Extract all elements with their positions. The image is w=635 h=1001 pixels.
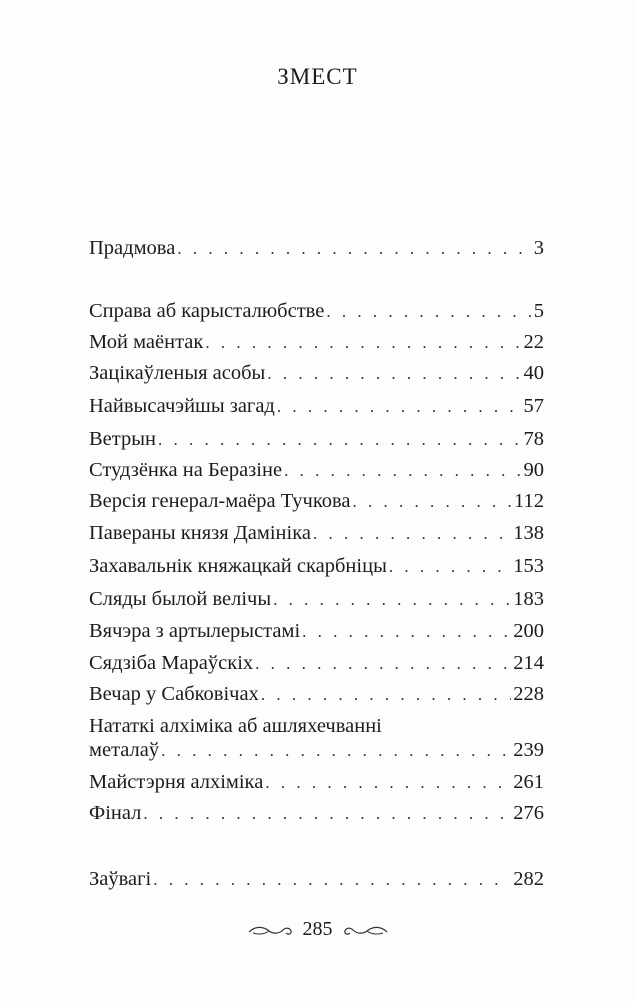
toc-entry-title: Сляды былой велічы: [89, 588, 272, 610]
toc-entry[interactable]: [89, 616, 544, 647]
dot-leader: [177, 234, 531, 264]
toc-entry-title: Заўвагі: [89, 868, 152, 890]
toc-entry[interactable]: [89, 551, 544, 582]
toc-entry-page: 239: [513, 739, 544, 761]
toc-entry[interactable]: [89, 233, 544, 264]
dot-leader: [389, 552, 511, 582]
toc-entry[interactable]: [89, 424, 544, 455]
toc-entry-title: Сядзіба Мараўскіх: [89, 652, 254, 674]
toc-entry-title-line1[interactable]: Нататкі алхіміка аб ашляхечванні: [89, 715, 382, 737]
dot-leader: [143, 799, 511, 829]
toc-entry[interactable]: [89, 358, 544, 389]
toc-entry-page: 22: [523, 331, 544, 353]
page-title: ЗМЕСТ: [277, 64, 358, 89]
flourish-left-icon: [247, 922, 293, 938]
toc-entry[interactable]: [89, 486, 544, 517]
toc-entry[interactable]: [89, 327, 544, 358]
toc-entry-title: Вячэра з артылерыстамі: [89, 620, 301, 642]
toc-entry-page: 200: [513, 620, 544, 642]
toc-entry[interactable]: [89, 864, 544, 895]
toc-entry-title: Прадмова: [89, 237, 176, 259]
toc-entry-title: Версія генерал-маёра Тучкова: [89, 490, 351, 512]
toc-entry-title: Фінал: [89, 802, 142, 824]
toc-entry-title: Справа аб карысталюбстве: [89, 300, 325, 322]
toc-entry[interactable]: [89, 735, 544, 766]
toc-entry-title: Захавальнік княжацкай скарбніцы: [89, 555, 387, 577]
dot-leader: [205, 328, 521, 358]
toc-entry-page: 138: [513, 522, 544, 544]
toc-entry-page: 90: [523, 459, 544, 481]
dot-leader: [326, 297, 531, 327]
toc-entry-title: Павераны князя Дамініка: [89, 522, 311, 544]
toc-entry-title: Майстэрня алхіміка: [89, 771, 264, 793]
toc-entry-page: 228: [513, 683, 544, 705]
page-number: 285: [302, 918, 333, 940]
toc-entry[interactable]: [89, 584, 544, 615]
toc-entry[interactable]: [89, 518, 544, 549]
toc-entry[interactable]: [89, 455, 544, 486]
dot-leader: [158, 425, 522, 455]
toc-entry-title: Ветрын: [89, 428, 156, 450]
toc-entry-title: Мой маёнтак: [89, 331, 204, 353]
toc-entry-page: 276: [513, 802, 544, 824]
toc-entry-page: 153: [513, 555, 544, 577]
toc-entry-page: 40: [523, 362, 544, 384]
dot-leader: [277, 392, 522, 422]
toc-entry-page: 282: [513, 868, 544, 890]
toc-entry-page: 78: [523, 428, 544, 450]
dot-leader: [161, 736, 511, 766]
toc-entry[interactable]: [89, 648, 544, 679]
toc-entry-page: 57: [523, 395, 544, 417]
dot-leader: [265, 768, 511, 798]
toc-entry-page: 3: [533, 237, 544, 259]
toc-entry[interactable]: [89, 798, 544, 829]
dot-leader: [273, 585, 511, 615]
dot-leader: [267, 359, 521, 389]
dot-leader: [313, 519, 511, 549]
toc-entry[interactable]: [89, 391, 544, 422]
toc-entry-title: металаў: [89, 739, 160, 761]
toc-entry-page: 261: [513, 771, 544, 793]
toc-entry-title: Вечар у Сабковічах: [89, 683, 259, 705]
dot-leader: [353, 487, 512, 517]
dot-leader: [284, 456, 521, 486]
flourish-right-icon: [343, 922, 389, 938]
toc-entry[interactable]: [89, 767, 544, 798]
toc-entry[interactable]: [89, 679, 544, 710]
dot-leader: [261, 680, 511, 710]
toc-entry-title: Студзёнка на Беразіне: [89, 459, 283, 481]
toc-entry-page: 5: [533, 300, 544, 322]
dot-leader: [153, 865, 511, 895]
toc-entry[interactable]: [89, 296, 544, 327]
toc-entry-page: 112: [514, 490, 544, 512]
toc-entry-title: Найвысачэйшы загад: [89, 395, 275, 417]
dot-leader: [302, 617, 511, 647]
toc-entry-title: Зацікаўленыя асобы: [89, 362, 266, 384]
page-footer: [0, 918, 635, 941]
dot-leader: [255, 649, 511, 679]
toc-entry-page: 214: [513, 652, 544, 674]
toc-entry-page: 183: [513, 588, 544, 610]
